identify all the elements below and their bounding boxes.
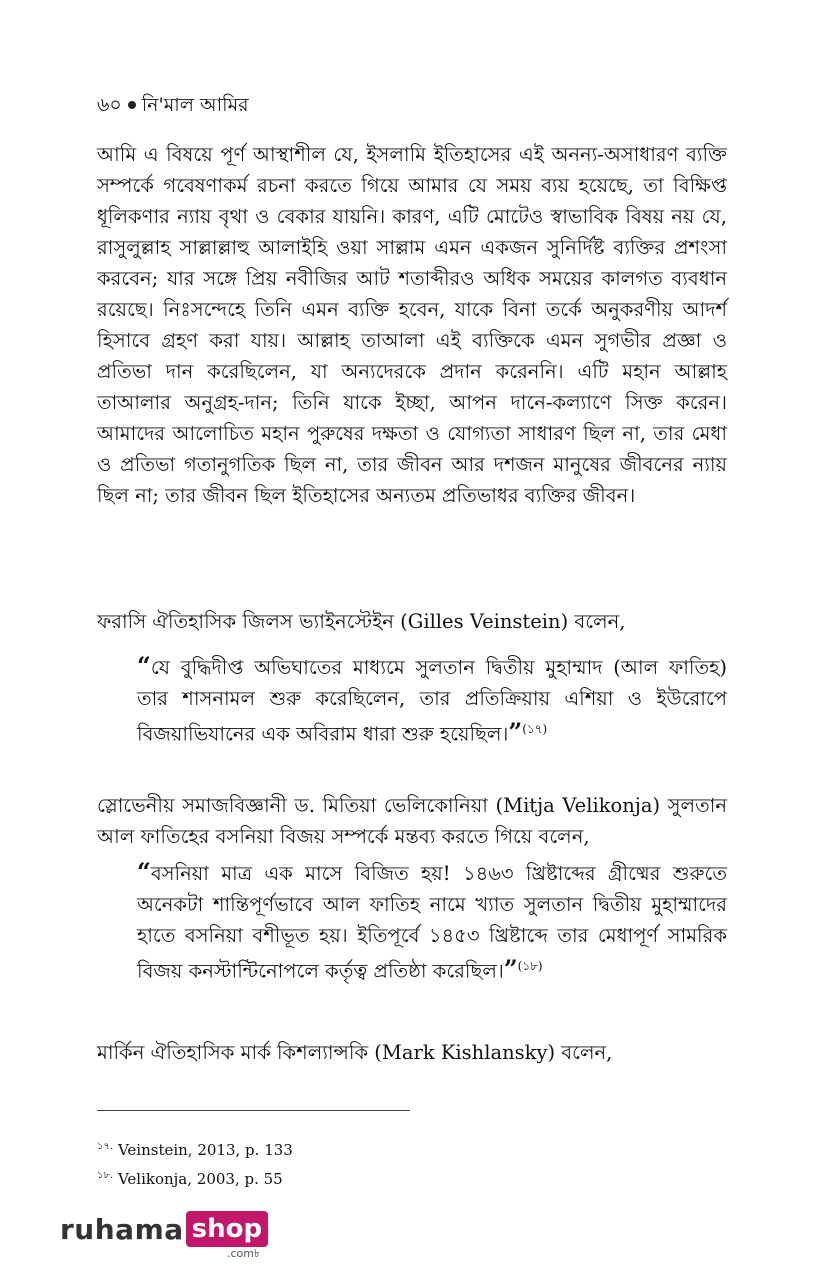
quote-veinstein-text: যে বুদ্ধিদীপ্ত অভিঘাতের মাধ্যমে সুলতান দ্বিতীয় মুহাম্মাদ (আল ফাতিহ) তার শাসনামল শুরু করেছিলেন, তার প্রতিক্রিয়ায় এশিয়া ও ইউরোপে বিজয়াভিযানের এক অবিরাম ধারা শুরু হয়েছিল।	[137, 656, 727, 746]
paragraph-veinstein-intro: ফরাসি ঐতিহাসিক জিলস ভ্যাইনস্টেইন (Gilles Veinstein) বলেন,	[97, 610, 626, 633]
footnote-number: ১৭.	[97, 1141, 114, 1152]
quote-open-mark: “	[137, 857, 151, 886]
footnote-divider	[97, 1110, 410, 1111]
logo-suffix: .com৳	[227, 1247, 260, 1260]
footnote-18	[97, 1163, 293, 1192]
bullet-dot-icon	[128, 101, 136, 109]
page-number: ৬০	[97, 94, 122, 116]
quote-open-mark: “	[137, 651, 151, 680]
paragraph-kishlansky-intro: মার্কিন ঐতিহাসিক মার্ক কিশল্যান্সকি (Mark Kishlansky) বলেন,	[97, 1041, 613, 1064]
quote-close-mark: ”	[508, 717, 523, 747]
footnote-17	[97, 1134, 293, 1163]
paragraph-intro: আমি এ বিষয়ে পূর্ণ আস্থাশীল যে, ইসলামি ইতিহাসের এই অনন্য-অসাধারণ ব্যক্তি সম্পর্কে গবেষণাকর্ম রচনা করতে গিয়ে আমার যে সময় ব্যয় হয়েছে, তা বিক্ষিপ্ত ধূলিকণার ন্যায় বৃথা ও বেকার যায়নি। কারণ, এটি মোটেও স্বাভাবিক বিষয় নয় যে, রাসুলুল্লাহ সাল্লাল্লাহু আলাইহি ওয়া সাল্লাম এমন একজন সুনির্দিষ্ট ব্যক্তির প্রশংসা করবেন; যার সঙ্গে প্রিয় নবীজির আট শতাব্দীরও অধিক সময়ের কালগত ব্যবধান রয়েছে। নিঃসন্দেহে তিনি এমন ব্যক্তি হবেন, যাকে বিনা তর্কে অনুকরণীয় আদর্শ হিসাবে গ্রহণ করা যায়। আল্লাহ তাআলা এই ব্যক্তিকে এমন সুগভীর প্রজ্ঞা ও প্রতিভা দান করেছিলেন, যা অন্যদেরকে প্রদান করেননি। এটি মহান আল্লাহ তাআলার অনুগ্রহ-দান; তিনি যাকে ইচ্ছা, আপন দানে-কল্যাণে সিক্ত করেন। আমাদের আলোচিত মহান পুরুষের দক্ষতা ও যোগ্যতা সাধারণ ছিল না, তার মেধা ও প্রতিভা গতানুগতিক ছিল না, তার জীবন আর দশজন মানুষের জীবনের ন্যায় ছিল না; তার জীবন ছিল ইতিহাসের অন্যতম প্রতিভাধর ব্যক্তির জীবন।	[97, 143, 727, 507]
publisher-logo	[60, 1211, 268, 1260]
book-title: নি'মাল আমির	[141, 94, 249, 116]
footnote-text: Veinstein, 2013, p. 133	[117, 1141, 293, 1159]
page-header	[97, 92, 249, 118]
footnote-ref-17: (১৭)	[522, 722, 548, 736]
footnote-ref-18: (১৮)	[517, 959, 543, 973]
logo-shop-box: shop	[186, 1211, 268, 1247]
paragraph-velikonja-intro: স্লোভেনীয় সমাজবিজ্ঞানী ড. মিতিয়া ভেলিকোনিয়া (Mitja Velikonja) সুলতান আল ফাতিহের বসনিয়া বিজয় সম্পর্কে মন্তব্য করতে গিয়ে বলেন,	[97, 794, 727, 848]
logo-name: ruhama	[60, 1213, 184, 1246]
quote-velikonja	[137, 856, 727, 987]
quote-veinstein	[137, 650, 727, 750]
quote-close-mark: ”	[503, 954, 518, 984]
footnote-number: ১৮.	[97, 1170, 114, 1181]
quote-velikonja-text: বসনিয়া মাত্র এক মাসে বিজিত হয়! ১৪৬৩ খ্রিষ্টাব্দের গ্রীষ্মের শুরুতে অনেকটা শান্তিপূর্ণভাবে আল ফাতিহ নামে খ্যাত সুলতান দ্বিতীয় মুহাম্মাদের হাতে বসনিয়া বশীভূত হয়। ইতিপূর্বে ১৪৫৩ খ্রিষ্টাব্দে তার মেধাপূর্ণ সামরিক বিজয় কনস্টান্টিনোপলে কর্তৃত্ব প্রতিষ্ঠা করেছিল।	[137, 862, 727, 983]
footnote-text: Velikonja, 2003, p. 55	[117, 1170, 283, 1188]
footnotes	[97, 1134, 293, 1192]
